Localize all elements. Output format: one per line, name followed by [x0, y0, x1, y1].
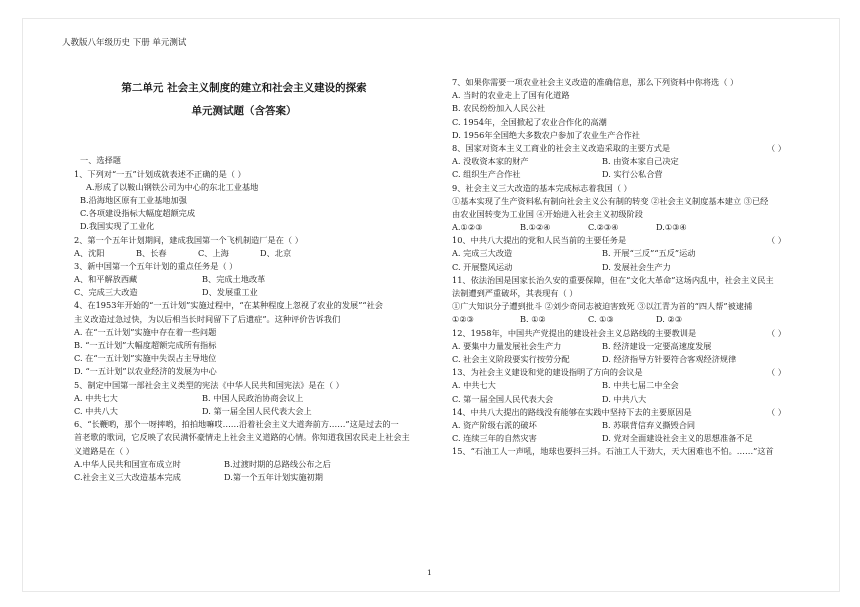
option-6c: C.社会主义三大改造基本完成 [74, 471, 181, 482]
option-13d: D. 中共八大 [602, 393, 647, 404]
option-9b: B.①②④ [520, 222, 551, 233]
options-14ab [452, 419, 792, 432]
options-3cd [74, 286, 424, 299]
option-13a: A. 中共七大 [452, 380, 496, 391]
option-6b: B.过渡时期的总路线公布之后 [224, 458, 331, 469]
options-13cd [452, 393, 792, 406]
options-8cd [452, 168, 792, 181]
options-9 [452, 221, 792, 234]
question-11-line2: 法制遭到严重破坏，其表现有（ ） [452, 288, 578, 298]
option-14a: A. 资产阶级右派的破坏 [452, 419, 537, 430]
options-12ab [452, 340, 792, 353]
left-column [74, 82, 424, 484]
option-5c: C. 中共八大 [74, 405, 118, 416]
question-12-row [452, 327, 792, 340]
options-14cd [452, 432, 792, 445]
question-9-stmt1: ①基本实现了生产资料私有制向社会主义公有制的转变 ②社会主义制度基本建立 ③已经 [452, 195, 769, 206]
options-6ab [74, 458, 424, 471]
option-11d: D. ②③ [656, 314, 683, 325]
option-12a: A. 要集中力量发展社会生产力 [452, 340, 562, 351]
section-heading: 一、选择题 [80, 155, 121, 166]
option-2b: B、长春 [136, 247, 167, 258]
option-3b: B、完成土地改革 [202, 274, 266, 285]
question-6-line2: 首老歌的歌词，它反映了农民满怀豪情走上社会主义道路的心情。你知道我国农民走上社会主 [74, 432, 410, 443]
option-5a: A. 中共七大 [74, 392, 118, 403]
question-10: 10、中共八大提出的党和人民当前的主要任务是 [452, 235, 627, 246]
question-1: 1、下列对“一五”计划成就表述不正确的是（ ） [74, 168, 246, 179]
option-10d: D. 发展社会生产力 [602, 261, 671, 272]
options-10ab [452, 247, 792, 260]
option-13b: B. 中共七届二中全会 [602, 380, 679, 391]
options-8ab [452, 155, 792, 168]
option-14c: C. 连续三年的自然灾害 [452, 433, 537, 444]
option-4c: C. 在“一五计划”实施中失误占主导地位 [74, 353, 217, 364]
options-10cd [452, 261, 792, 274]
options-2 [74, 247, 424, 260]
question-13-row [452, 366, 792, 379]
options-6cd [74, 471, 424, 484]
option-9c: C.②③④ [588, 222, 619, 233]
document-title: 第二单元 社会主义制度的建立和社会主义建设的探索 [121, 82, 367, 94]
option-9a: A.①②③ [452, 222, 483, 233]
question-14: 14、中共八大提出的路线没有能够在实践中坚持下去的主要原因是 [452, 406, 692, 417]
question-2: 2、第一个五年计划期间，建成我国第一个飞机制造厂是在（ ） [74, 234, 303, 245]
option-10b: B. 开展“三反”“五反”运动 [602, 248, 696, 259]
question-6-line1: 6、“长鞭哟，那个一呀摔哟，拍拍地嘛哎……沿着社会主义大道奔前方……”这是过去的一 [74, 419, 399, 430]
question-8: 8、国家对资本主义工商业的社会主义改造采取的主要方式是 [452, 142, 671, 153]
option-8b: B. 由资本家自己决定 [602, 156, 679, 167]
option-1a: A.形成了以鞍山钢铁公司为中心的东北工业基地 [86, 181, 259, 192]
option-5d: D. 第一届全国人民代表大会上 [202, 405, 312, 416]
options-13ab [452, 379, 792, 392]
page-number: 1 [427, 568, 432, 577]
option-8a: A. 没收资本家的财产 [452, 156, 529, 167]
option-4b: B. “一五计划”大幅度超额完成所有指标 [74, 340, 217, 351]
option-3a: A、和平解放西藏 [74, 274, 138, 285]
option-11b: B. ①② [520, 314, 546, 325]
option-12b: B. 经济建设一定要高速度发展 [602, 340, 712, 351]
question-10-row [452, 234, 792, 247]
option-3c: C、完成三大改造 [74, 287, 138, 298]
option-7b: B. 农民纷纷加入人民公社 [452, 103, 546, 114]
question-4-line2: 主义改造过急过快，为以后相当长时间留下了后遗症”。这种评价告诉我们 [74, 313, 341, 324]
question-7: 7、如果你需要一项农业社会主义改造的准确信息，那么下列资料中你将选（ ） [452, 77, 739, 87]
option-1d: D.我国实现了工业化 [80, 221, 155, 232]
option-9d: D.①③④ [656, 222, 687, 233]
question-11-line1: 11、依法治国是国家长治久安的重要保障，但在“文化大革命”这场内乱中，社会主义民主 [452, 274, 774, 285]
question-12-paren: （ ） [767, 327, 786, 338]
option-8c: C. 组织生产合作社 [452, 169, 521, 180]
page-header: 人教版八年级历史 下册 单元测试 [62, 38, 187, 48]
question-9-stmt2: 由农业国转变为工业国 ④开始进入社会主义初级阶段 [452, 208, 643, 219]
options-5cd [74, 405, 424, 418]
question-12: 12、1958年，中国共产党提出的建设社会主义总路线的主要教训是 [452, 327, 697, 338]
question-14-row [452, 406, 792, 419]
option-8d: D. 实行公私合营 [602, 169, 663, 180]
question-11-line3: ①广大知识分子遭到批斗 ②刘少奇同志被迫害致死 ③以江青为首的“四人帮”被逮捕 [452, 301, 753, 312]
option-12d: D. 经济指导方针要符合客观经济规律 [602, 353, 737, 364]
option-6d: D.第一个五年计划实施初期 [224, 471, 323, 482]
option-7a: A. 当时的农业走上了国有化道路 [452, 90, 570, 101]
option-10a: A. 完成三大改造 [452, 248, 513, 259]
option-14d: D. 党对全面建设社会主义的思想准备不足 [602, 433, 753, 444]
options-12cd [452, 353, 792, 366]
options-5ab [74, 392, 424, 405]
document-subtitle: 单元测试题（含答案） [191, 105, 297, 118]
question-13: 13、为社会主义建设和党的建设指明了方向的会议是 [452, 367, 643, 378]
question-9: 9、社会主义三大改造的基本完成标志着我国（ ） [452, 182, 632, 193]
question-10-paren: （ ） [767, 235, 786, 246]
question-13-paren: （ ） [767, 367, 786, 378]
question-6-line3: 义道路是在（ ） [74, 445, 134, 456]
question-8-paren: （ ） [767, 142, 786, 153]
option-11c: C. ①③ [588, 314, 614, 325]
option-4a: A. 在“一五计划”实施中存在着一些问题 [74, 326, 217, 337]
option-10c: C. 开展整风运动 [452, 261, 513, 272]
option-13c: C. 第一届全国人民代表大会 [452, 393, 554, 404]
option-12c: C. 社会主义阶段要实行按劳分配 [452, 353, 570, 364]
question-8-row [452, 142, 792, 155]
option-2d: D、北京 [260, 247, 292, 258]
question-15: 15、“石油工人一声吼，地球也要抖三抖。石油工人干劲大，天大困难也不怕。……”这首 [452, 446, 774, 457]
option-6a: A.中华人民共和国宣布成立时 [74, 458, 181, 469]
option-7d: D. 1956年全国绝大多数农户参加了农业生产合作社 [452, 129, 640, 140]
option-3d: D、发展重工业 [202, 287, 258, 298]
options-11 [452, 313, 792, 326]
question-5: 5、制定中国第一部社会主义类型的宪法《中华人民共和国宪法》是在（ ） [74, 379, 344, 390]
question-14-paren: （ ） [767, 406, 786, 417]
right-column [452, 76, 792, 458]
option-4d: D. “一五计划”以农业经济的发展为中心 [74, 366, 217, 377]
option-2c: C、上海 [198, 247, 229, 258]
question-3: 3、新中国第一个五年计划的重点任务是（ ） [74, 260, 238, 271]
option-1b: B.沿海地区原有工业基地加强 [80, 194, 187, 205]
option-2a: A、沈阳 [74, 247, 105, 258]
option-7c: C. 1954年，全国掀起了农业合作化的高潮 [452, 116, 607, 127]
option-1c: C.各项建设指标大幅度超额完成 [80, 208, 196, 219]
question-4-line1: 4、在1953年开始的“一五计划”实施过程中，“在某种程度上忽视了农业的发展”“社会 [74, 300, 383, 311]
option-5b: B. 中国人民政治协商会议上 [202, 392, 304, 403]
option-11a: ①②③ [452, 314, 475, 325]
options-3ab [74, 273, 424, 286]
option-14b: B. 苏联背信弃义撕毁合同 [602, 419, 696, 430]
